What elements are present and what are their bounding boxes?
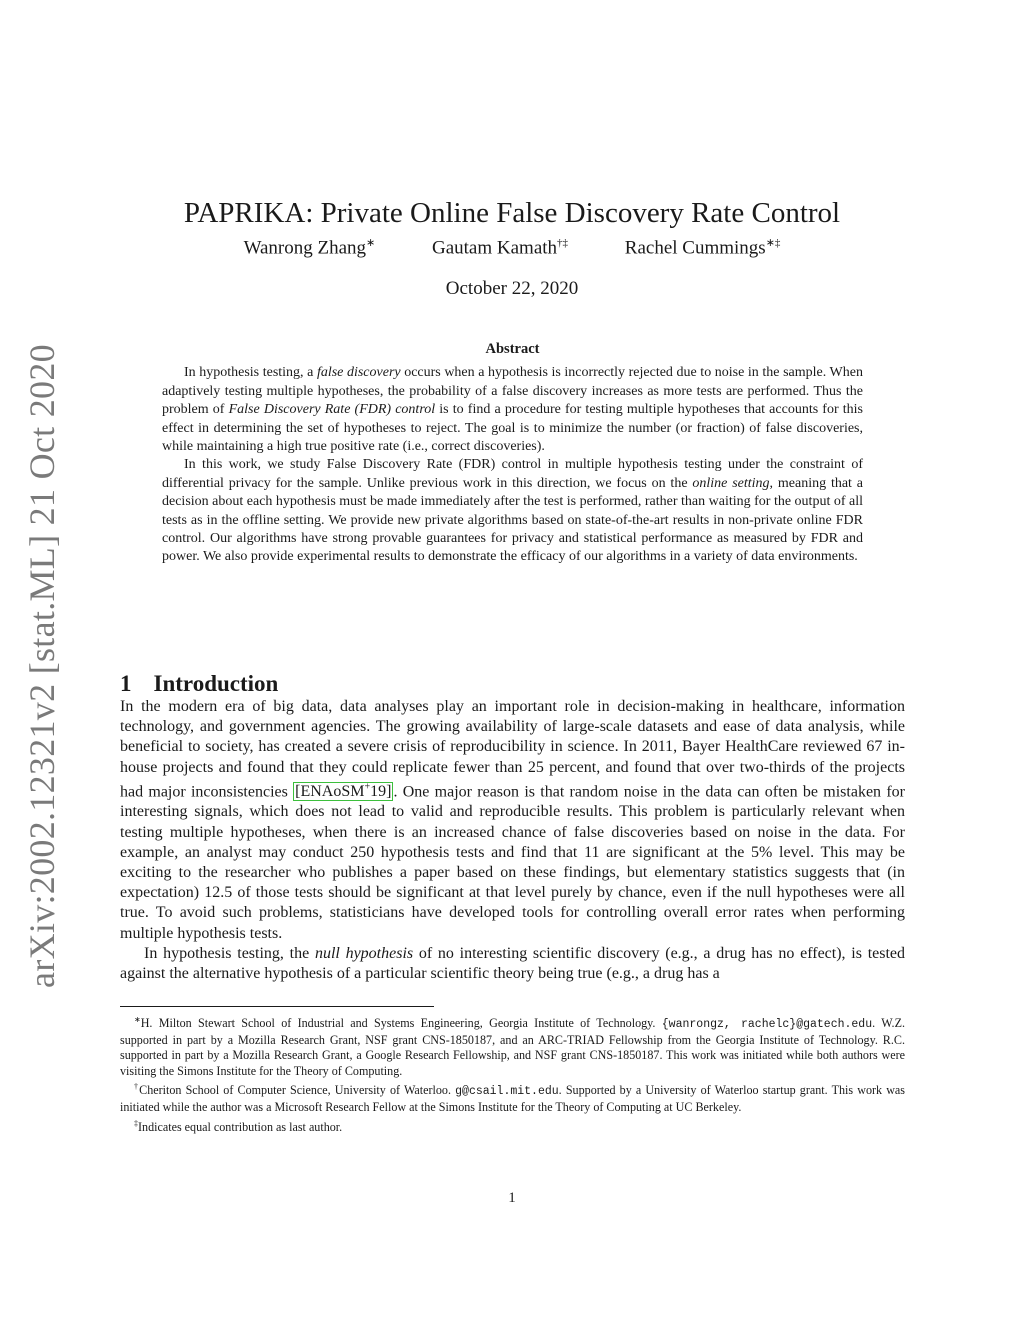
section-heading (120, 671, 278, 697)
email-address: {wanrongz, rachelc}@gatech.edu (661, 1018, 873, 1032)
email-address: g@csail.mit.edu (455, 1085, 559, 1099)
section-number: 1 (120, 671, 132, 697)
body-paragraph: In the modern era of big data, data analyses play an important role in decision-making in healthcare, information technology, and government agencies. The growing availability of large-scale datasets and ease of data analysis, while beneficial to society, has created a severe crisis of reproducibility in science. In 2011, Bayer HealthCare reviewed 67 in-house projects and found that they could replicate fewer than 25 percent, and found that over two-thirds of the projects had major inconsistencies [ENAoSM+19] . One major reason is that random noise in the data can often be mistaken for interesting signals, which does not lead to valid and reproducible results. This problem is particularly relevant when testing multiple hypotheses, when there is an increased chance of false discoveries based on noise in the data. For example, an analyst may conduct 250 hypothesis tests and find that 11 are significant at the 5% level. This may be exciting to the researcher who publishes a paper based on these findings, but elementary statistics suggests that (in expectation) 12.5 of those tests should be significant at that level purely by chance, even if the null hypotheses were all true. To avoid such problems, statisticians have developed tools for controlling overall error rates when performing multiple hypothesis tests. (120, 698, 905, 942)
author-list (0, 236, 1024, 259)
paper-title: PAPRIKA: Private Online False Discovery Rate Control (183, 197, 841, 230)
footnote: ‡Indicates equal contribution as last author. (134, 1118, 343, 1134)
footnote: ∗H. Milton Stewart School of Industrial and Systems Engineering, Georgia Institute of Technology. {wanrongz, rachelc}@gatech.edu. W.Z. supported in part by a Mozilla Research Grant, NSF grant CNS-1850187, and an ARC-TRIAD Fellowship from the Georgia Institute of Technology. R.C. supported in part by a Mozilla Research Grant, a Google Research Fellowship, and NSF grant CNS-1850187. This work was initiated while both authors were visiting the Simons Institute for the Theory of Computing. (120, 1015, 905, 1078)
citation-link[interactable]: [ENAoSM+19] (295, 781, 392, 801)
footnotes (120, 1012, 905, 1135)
arxiv-sidebar-stamp (17, 346, 67, 986)
author: Rachel Cummings∗‡ (624, 237, 781, 259)
footnote-rule (120, 1006, 434, 1007)
section-title: Introduction (153, 671, 279, 697)
author: Gautam Kamath†‡ (432, 237, 569, 259)
body-paragraph: In hypothesis testing, the null hypothesis of no interesting scientific discovery (e.g., a drug has no effect), is tested against the alternative hypothesis of a particular scientific theory being true (e.g., a drug has a (120, 944, 906, 982)
publication-date: October 22, 2020 (445, 278, 579, 299)
arxiv-identifier: arXiv:2002.12321v2 [stat.ML] 21 Oct 2020 (22, 344, 63, 988)
abstract-heading: Abstract (485, 341, 540, 357)
introduction-body (120, 697, 905, 984)
abstract-paragraph: In hypothesis testing, a false discovery occurs when a hypothesis is incorrectly rejected due to noise in the sample. When adaptively testing multiple hypotheses, the probability of a false discovery increases as more tests are performed. Thus the problem of False Discovery Rate (FDR) control is to find a procedure for testing multiple hypotheses that accounts for this effect in determining the set of hypotheses to reject. The goal is to minimize the number (or fraction) of false discoveries, while maintaining a high true positive rate (i.e., correct discoveries). (162, 365, 863, 455)
abstract-paragraph: In this work, we study False Discovery Rate (FDR) control in multiple hypothesis testing under the constraint of differential privacy for the sample. Unlike previous work in this direction, we focus on the online setting, meaning that a decision about each hypothesis must be made immediately after the test is performed, rather than waiting for the output of all tests as in the offline setting. We provide new private algorithms based on state-of-the-art results in non-private online FDR control. Our algorithms have strong provable guarantees for privacy and statistical performance as measured by FDR and power. We also provide experimental results to demonstrate the efficacy of our algorithms in a variety of data environments. (162, 457, 863, 565)
page-number: 1 (508, 1190, 516, 1206)
author: Wanrong Zhang∗ (243, 237, 376, 259)
footnote: †Cheriton School of Computer Science, University of Waterloo. g@csail.mit.edu. Supported by a University of Waterloo startup grant. This work was initiated while the author was a Microsoft Research Fellow at the Simons Institute for the Theory of Computing at UC Berkeley. (120, 1082, 906, 1115)
abstract (162, 340, 863, 567)
